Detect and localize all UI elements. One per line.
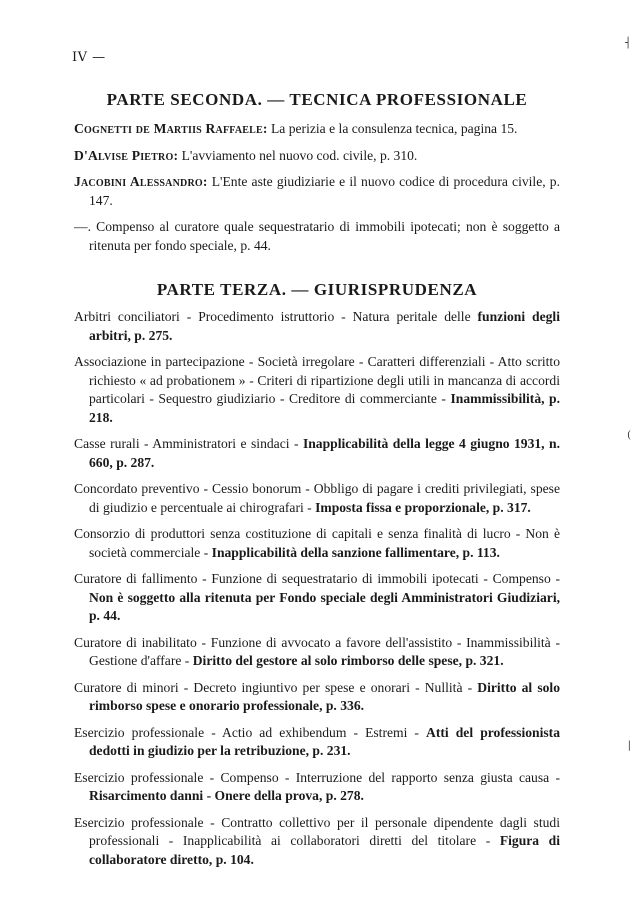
entry-text: Consorzio di produttori senza costituzione di capitali e senza finalità di lucro - Non è società commerciale - [74, 526, 560, 560]
index-entry [74, 634, 560, 671]
entry-author: Jacobini Alessandro: [74, 174, 208, 189]
page-folio: IV — [72, 50, 106, 65]
index-entry [74, 724, 560, 761]
part3-entries [74, 308, 560, 877]
entry-author: Cognetti de Martiis Raffaele: [74, 121, 268, 136]
section-heading-parte-seconda: PARTE SECONDA. — TECNICA PROFESSIONALE [106, 90, 528, 109]
entry-conclusion: Risarcimento danni - Onere della prova, p. 278. [89, 788, 364, 803]
index-entry [74, 218, 560, 255]
entry-conclusion: Atti del professionista dedotti in giudizio per la retribuzione, p. 231. [89, 724, 560, 758]
entry-text: Esercizio professionale - Contratto collettivo per il personale dipendente dagli studi professionali - Inapplicabilità ai collaboratori diretti del titolare - [74, 814, 560, 848]
index-entry [74, 353, 560, 427]
entry-text: Esercizio professionale - Actio ad exhibendum - Estremi - [74, 724, 427, 740]
index-entry [74, 570, 560, 626]
index-entry [74, 120, 560, 139]
entry-conclusion: Imposta fissa e proporzionale, p. 317. [315, 499, 531, 515]
section-heading-parte-terza: PARTE TERZA. — GIURISPRUDENZA [156, 280, 478, 299]
scan-mark: ( [627, 430, 631, 441]
part2-entries [74, 120, 560, 263]
entry-conclusion: Inapplicabilità della sanzione fallimentare, p. 113. [211, 544, 500, 560]
entry-text: Concordato preventivo - Cessio bonorum - Obbligo di pagare i crediti privilegiati, spese di giudizio e percentuale ai chirografari - [74, 481, 560, 515]
entry-text: Curatore di inabilitato - Funzione di avvocato a favore dell'assistito - Inammissibilità - Gestione d'affare - [74, 634, 560, 668]
index-entry [74, 814, 560, 870]
scan-mark: | [627, 740, 631, 751]
entry-text: Curatore di minori - Decreto ingiuntivo per spese e onorari - Nullità - [74, 679, 478, 695]
entry-author: —. [74, 219, 91, 234]
entry-conclusion: Non è soggetto alla ritenuta per Fondo speciale degli Amministratori Giudiziari, p. 44. [89, 589, 560, 623]
entry-text: L'avviamento nel nuovo cod. civile, p. 310. [178, 147, 418, 163]
index-entry [74, 173, 560, 210]
index-entry [74, 525, 560, 562]
entry-conclusion: funzioni degli arbitri, p. 275. [89, 309, 560, 343]
entry-text: Casse rurali - Amministratori e sindaci - [74, 436, 303, 451]
entry-text: La perizia e la consulenza tecnica, pagina 15. [267, 121, 518, 136]
entry-text: Arbitri conciliatori - Procedimento istruttorio - Natura peritale delle [74, 309, 478, 324]
index-entry [74, 147, 560, 166]
scan-edge-marks [620, 0, 634, 900]
entry-text: L'Ente aste giudiziarie e il nuovo codice di procedura civile, p. 147. [89, 174, 560, 208]
entry-author: D'Alvise Pietro: [74, 147, 179, 163]
entry-conclusion: Inammissibilità, p. 218. [89, 391, 560, 425]
entry-conclusion: Diritto del gestore al solo rimborso delle spese, p. 321. [192, 653, 504, 668]
index-entry [74, 435, 560, 472]
entry-text: Compenso al curatore quale sequestratario di immobili ipotecati; non è soggetto a ritenuta per fondo speciale, p. 44. [89, 219, 560, 253]
index-entry [74, 308, 560, 345]
entry-conclusion: Diritto al solo rimborso spese e onorario professionale, p. 336. [89, 679, 560, 713]
index-entry [74, 480, 560, 517]
scan-mark: ┤ [624, 38, 631, 49]
entry-text: Esercizio professionale - Compenso - Interruzione del rapporto senza giusta causa - [74, 769, 560, 785]
entry-conclusion: Inapplicabilità della legge 4 giugno 1931, n. 660, p. 287. [89, 436, 560, 470]
entry-conclusion: Figura di collaboratore diretto, p. 104. [89, 833, 560, 867]
entry-text: Associazione in partecipazione - Società irregolare - Caratteri differenziali - Atto scritto richiesto « ad probationem » - Criteri di ripartizione degli utili in mancanza di accordi particolari - Sequestro giudiziario - Creditore di commerciante - [74, 354, 560, 406]
index-entry [74, 769, 560, 806]
entry-text: Curatore di fallimento - Funzione di sequestratario di immobili ipotecati - Compenso - [74, 571, 560, 586]
index-entry [74, 679, 560, 716]
